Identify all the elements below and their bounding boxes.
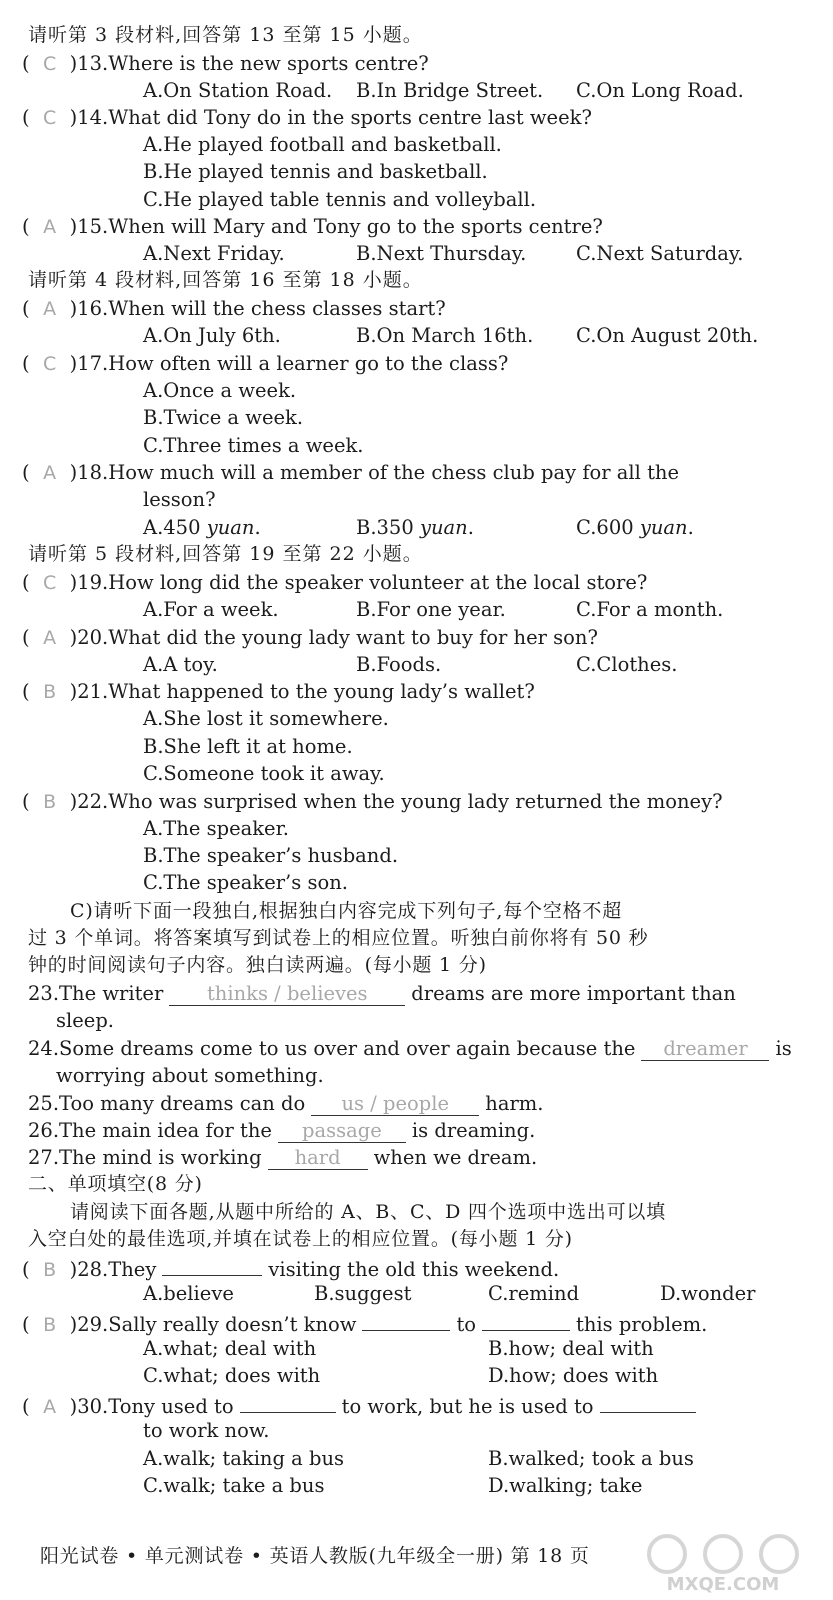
blank-29a[interactable] bbox=[362, 1308, 450, 1331]
q20-options: A.A toy. B.Foods. C.Clothes. bbox=[143, 653, 678, 676]
q29-options-row1: A.what; deal with B.how; deal with bbox=[143, 1337, 654, 1360]
answer-14: C bbox=[42, 107, 57, 129]
answer-15: A bbox=[43, 216, 57, 238]
question-20: ( A )20.What did the young lady want to buy for her son? bbox=[22, 624, 598, 652]
question-29: ( B )29.Sally really doesn’t know to this problem. bbox=[22, 1308, 707, 1339]
blank-27[interactable]: hard bbox=[268, 1147, 368, 1170]
part-2-instruction-1: 请阅读下面各题,从题中所给的 A、B、C、D 四个选项中选出可以填 bbox=[70, 1201, 666, 1223]
blank-25[interactable]: us / people bbox=[311, 1093, 479, 1116]
q19-options: A.For a week. B.For one year. C.For a month. bbox=[143, 598, 724, 621]
q21-option-a: A.She lost it somewhere. bbox=[143, 707, 389, 730]
question-23: 23.The writer thinks / believes dreams are more important than bbox=[28, 982, 736, 1005]
question-25: 25.Too many dreams can do us / people harm. bbox=[28, 1092, 544, 1115]
q21-option-b: B.She left it at home. bbox=[143, 735, 353, 758]
answer-16: A bbox=[43, 298, 57, 320]
blank-30a[interactable] bbox=[240, 1390, 336, 1413]
part-c-instruction-1: C)请听下面一段独白,根据独白内容完成下列句子,每个空格不超 bbox=[70, 900, 623, 922]
section-4-title: 请听第 4 段材料,回答第 16 至第 18 小题。 bbox=[28, 269, 423, 291]
q17-option-c: C.Three times a week. bbox=[143, 434, 364, 457]
page-footer: 阳光试卷 • 单元测试卷 • 英语人教版(九年级全一册) 第 18 页 bbox=[40, 1545, 590, 1567]
q14-option-b: B.He played tennis and basketball. bbox=[143, 160, 488, 183]
blank-30b[interactable] bbox=[600, 1390, 696, 1413]
q17-option-a: A.Once a week. bbox=[143, 379, 297, 402]
blank-28[interactable] bbox=[162, 1253, 262, 1276]
q22-option-c: C.The speaker’s son. bbox=[143, 871, 348, 894]
answer-30: A bbox=[43, 1396, 57, 1418]
section-3-title: 请听第 3 段材料,回答第 13 至第 15 小题。 bbox=[28, 24, 423, 46]
q13-options: A.On Station Road. B.In Bridge Street. C.On Long Road. bbox=[143, 79, 744, 102]
question-18: ( A )18.How much will a member of the chess club pay for all the bbox=[22, 459, 679, 487]
section-5-title: 请听第 5 段材料,回答第 19 至第 22 小题。 bbox=[28, 543, 423, 565]
q18-text-line2: lesson? bbox=[143, 488, 216, 511]
answer-19: C bbox=[42, 572, 57, 594]
q30-options-row2: C.walk; take a bus D.walking; take bbox=[143, 1474, 643, 1497]
q23-line2: sleep. bbox=[56, 1009, 115, 1032]
q30-line2: to work now. bbox=[143, 1419, 270, 1442]
answer-13: C bbox=[42, 53, 57, 75]
part-2-title: 二、单项填空(8 分) bbox=[28, 1173, 203, 1195]
blank-24[interactable]: dreamer bbox=[641, 1038, 769, 1061]
part-2-instruction-2: 入空白处的最佳选项,并填在试卷上的相应位置。(每小题 1 分) bbox=[28, 1228, 573, 1250]
question-13: ( C )13.Where is the new sports centre? bbox=[22, 50, 429, 78]
q14-option-c: C.He played table tennis and volleyball. bbox=[143, 188, 537, 211]
blank-29b[interactable] bbox=[482, 1308, 570, 1331]
question-19: ( C )19.How long did the speaker volunteer at the local store? bbox=[22, 569, 647, 597]
q18-options: A.450 yuan. B.350 yuan. C.600 yuan. bbox=[143, 516, 694, 539]
question-16: ( A )16.When will the chess classes start? bbox=[22, 295, 446, 323]
blank-26[interactable]: passage bbox=[278, 1120, 406, 1143]
answer-29: B bbox=[43, 1314, 57, 1336]
watermark-text: MXQE.COM bbox=[666, 1574, 780, 1594]
watermark-logo bbox=[623, 1528, 823, 1594]
q14-option-a: A.He played football and basketball. bbox=[143, 133, 502, 156]
question-17: ( C )17.How often will a learner go to the class? bbox=[22, 350, 508, 378]
answer-21: B bbox=[43, 681, 57, 703]
answer-28: B bbox=[43, 1259, 57, 1281]
blank-23[interactable]: thinks / believes bbox=[169, 983, 405, 1006]
question-14: ( C )14.What did Tony do in the sports centre last week? bbox=[22, 104, 592, 132]
question-26: 26.The main idea for the passage is dreaming. bbox=[28, 1119, 536, 1142]
question-15: ( A )15.When will Mary and Tony go to the sports centre? bbox=[22, 213, 603, 241]
answer-20: A bbox=[43, 627, 57, 649]
answer-22: B bbox=[43, 791, 57, 813]
question-24: 24.Some dreams come to us over and over again because the dreamer is bbox=[28, 1037, 792, 1060]
answer-18: A bbox=[43, 462, 57, 484]
q22-option-a: A.The speaker. bbox=[143, 817, 289, 840]
part-c-instruction-3: 钟的时间阅读句子内容。独白读两遍。(每小题 1 分) bbox=[28, 954, 487, 976]
question-30: ( A )30.Tony used to to work, but he is used to bbox=[22, 1390, 702, 1421]
question-22: ( B )22.Who was surprised when the young lady returned the money? bbox=[22, 788, 723, 816]
question-21: ( B )21.What happened to the young lady’s wallet? bbox=[22, 678, 535, 706]
q29-options-row2: C.what; does with D.how; does with bbox=[143, 1364, 659, 1387]
q24-line2: worrying about something. bbox=[56, 1064, 324, 1087]
q16-options: A.On July 6th. B.On March 16th. C.On August 20th. bbox=[143, 324, 759, 347]
q21-option-c: C.Someone took it away. bbox=[143, 762, 385, 785]
q28-options: A.believe B.suggest C.remind D.wonder bbox=[143, 1282, 756, 1305]
q22-option-b: B.The speaker’s husband. bbox=[143, 844, 399, 867]
question-27: 27.The mind is working hard when we dream. bbox=[28, 1146, 538, 1169]
answer-17: C bbox=[42, 353, 57, 375]
q30-options-row1: A.walk; taking a bus B.walked; took a bus bbox=[143, 1447, 694, 1470]
part-c-instruction-2: 过 3 个单词。将答案填写到试卷上的相应位置。听独白前你将有 50 秒 bbox=[28, 927, 649, 949]
question-28: ( B )28.They visiting the old this weekend. bbox=[22, 1253, 559, 1284]
q15-options: A.Next Friday. B.Next Thursday. C.Next Saturday. bbox=[143, 242, 744, 265]
q17-option-b: B.Twice a week. bbox=[143, 406, 304, 429]
